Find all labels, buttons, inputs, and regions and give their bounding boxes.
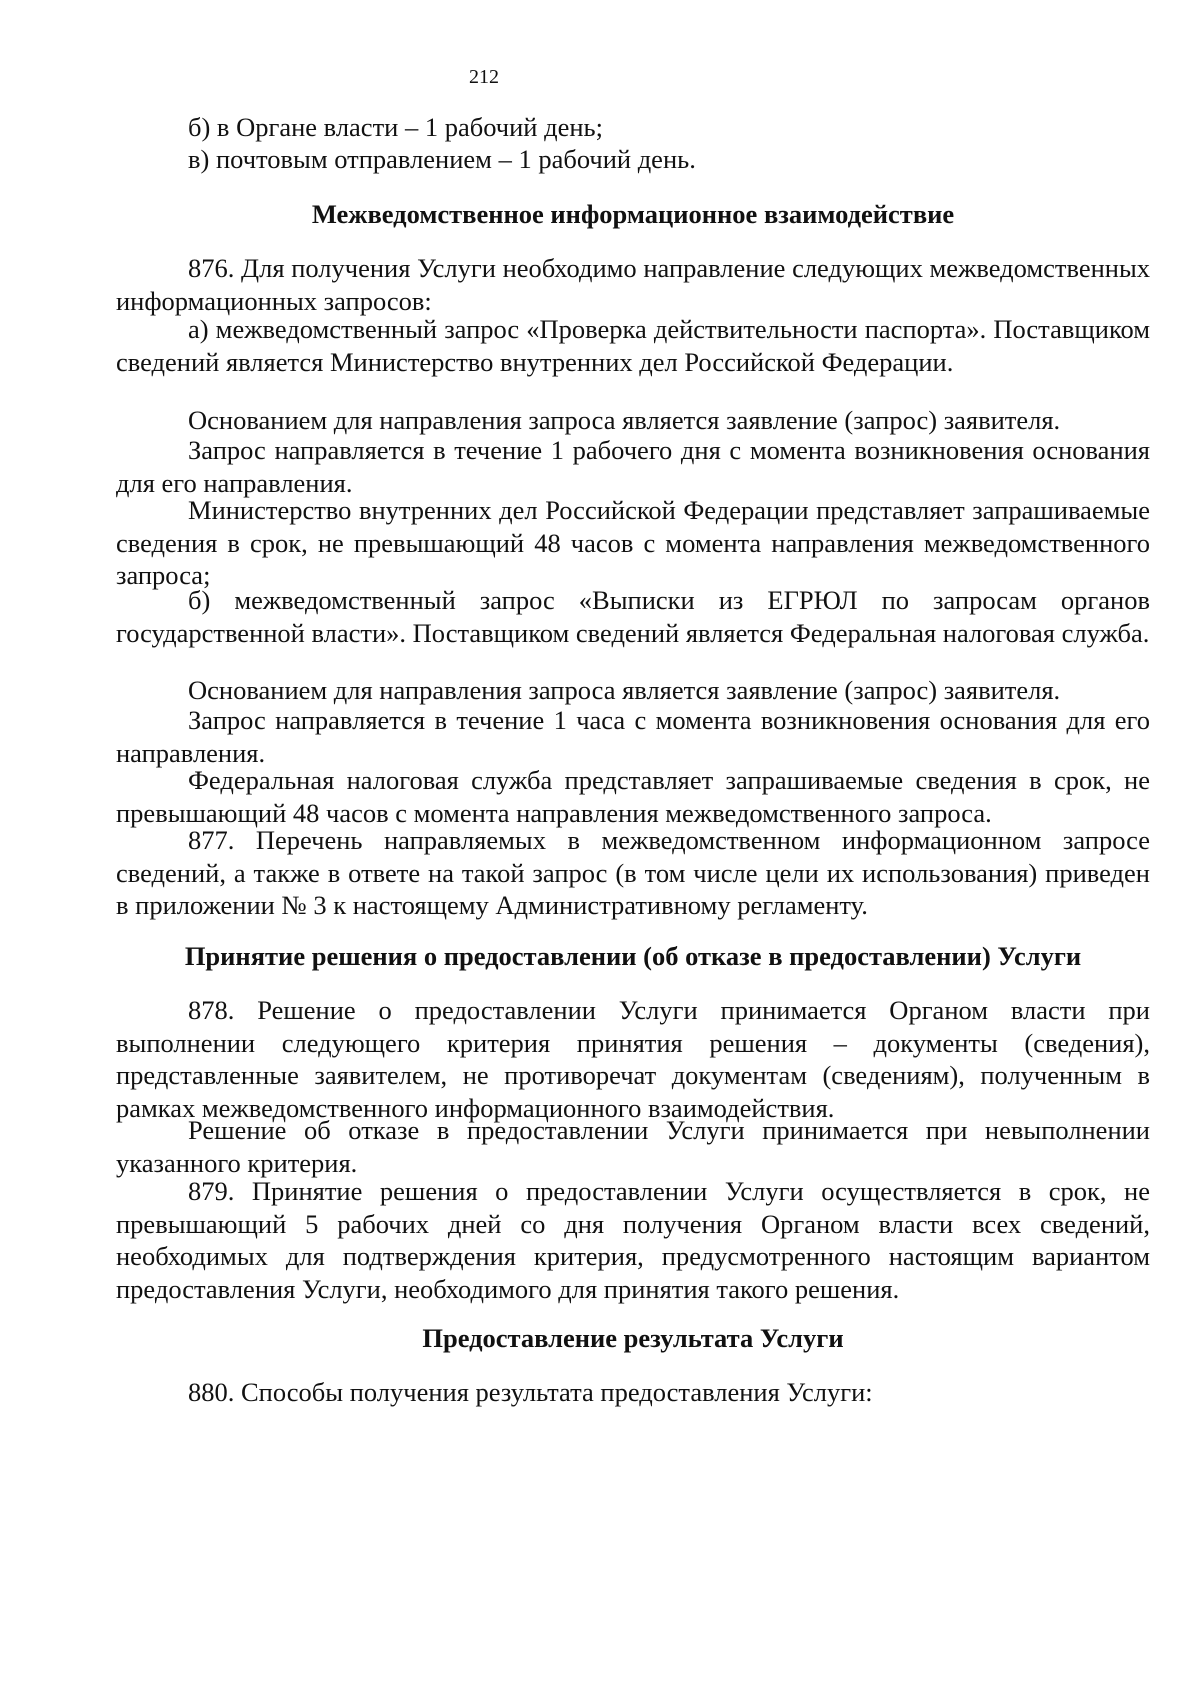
paragraph-878: 878. Решение о предоставлении Услуги принимается Органом власти при выполнении следующего критерия принятия решения – документы (сведения), представленные заявителем, не противоречат документам (сведениям), полученным в рамках межведомственного информационного взаимодействия. [116,995,1150,1123]
paragraph-876a-basis: Основанием для направления запроса является заявление (запрос) заявителя. [188,405,1061,435]
paragraph-876a-timing: Запрос направляется в течение 1 рабочего дня с момента возникновения основания для его направления. [116,435,1150,498]
paragraph-879: 879. Принятие решения о предоставлении Услуги осуществляется в срок, не превышающий 5 рабочих дней со дня получения Органом власти всех сведений, необходимых для подтверждения критерия, предусмотренного настоящим вариантом предоставления Услуги, необходимого для принятия такого решения. [116,1176,1150,1304]
section-heading-decision: Принятие решения о предоставлении (об отказе в предоставлении) Услуги [184,941,1082,971]
list-item-b: б) в Органе власти – 1 рабочий день; [188,112,603,142]
paragraph-876b-timing: Запрос направляется в течение 1 часа с момента возникновения основания для его направления. [116,705,1150,768]
list-item-v: в) почтовым отправлением – 1 рабочий день. [188,144,696,174]
section-heading-interagency: Межведомственное информационное взаимодействие [311,199,955,229]
paragraph-877: 877. Перечень направляемых в межведомственном информационном запросе сведений, а также в ответе на такой запрос (в том числе цели их использования) приведен в приложении № 3 к настоящему Административному регламенту. [116,825,1150,921]
paragraph-880: 880. Способы получения результата предоставления Услуги: [188,1377,873,1407]
paragraph-878-refusal: Решение об отказе в предоставлении Услуги принимается при невыполнении указанного критерия. [116,1115,1150,1178]
paragraph-876: 876. Для получения Услуги необходимо направление следующих межведомственных информационных запросов: [116,253,1150,316]
paragraph-876a: а) межведомственный запрос «Проверка действительности паспорта». Поставщиком сведений является Министерство внутренних дел Российской Федерации. [116,314,1150,377]
paragraph-876b-response: Федеральная налоговая служба представляет запрашиваемые сведения в срок, не превышающий 48 часов с момента направления межведомственного запроса. [116,765,1150,828]
paragraph-876b: б) межведомственный запрос «Выписки из ЕГРЮЛ по запросам органов государственной власти». Поставщиком сведений является Федеральная налоговая служба. [116,585,1150,648]
section-heading-result: Предоставление результата Услуги [422,1323,844,1353]
paragraph-876a-response: Министерство внутренних дел Российской Федерации представляет запрашиваемые сведения в срок, не превышающий 48 часов с момента направления межведомственного запроса; [116,495,1150,591]
paragraph-876b-basis: Основанием для направления запроса является заявление (запрос) заявителя. [188,675,1061,705]
page-number: 212 [469,66,499,88]
